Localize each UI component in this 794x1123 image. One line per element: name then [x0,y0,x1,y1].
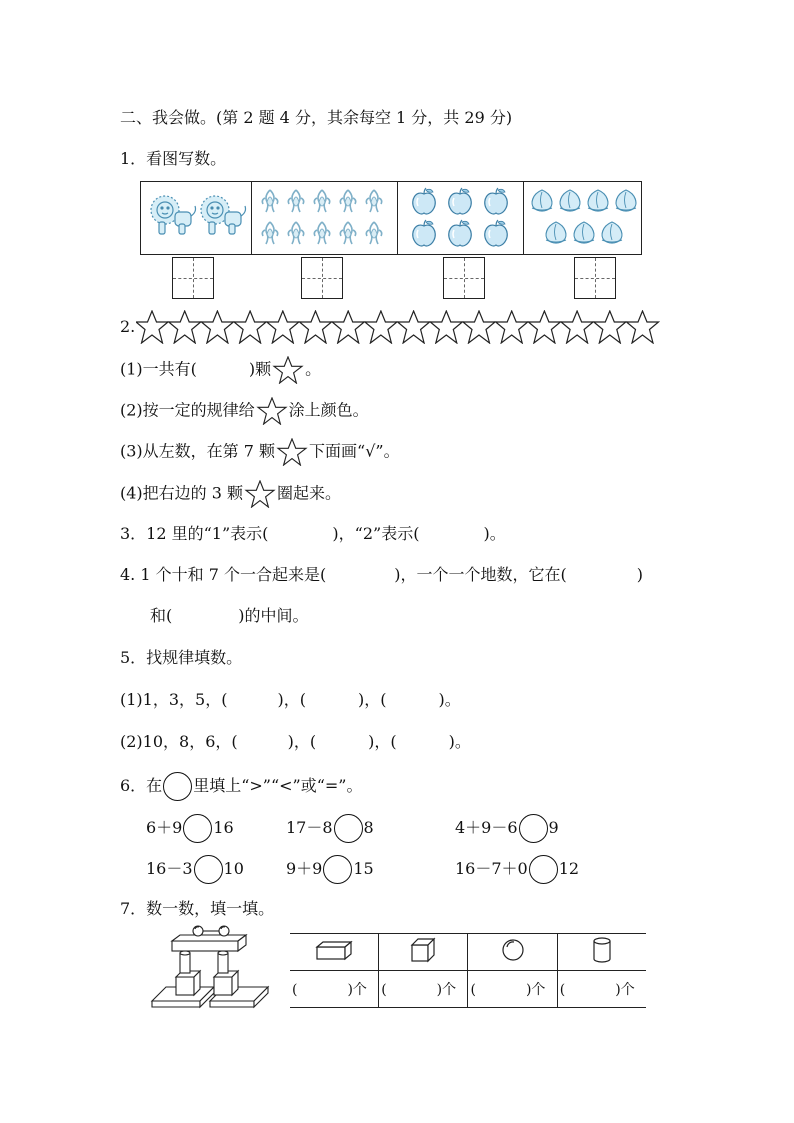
star-icon [244,480,276,508]
q4-text-b: )，一个一个地数，它在( [394,565,567,584]
q2-sub4-text-b: 圈起来。 [277,483,342,503]
q6-item-3-right: 9 [548,818,559,837]
q5-title: 5．找规律填数。 [120,648,243,667]
count-cell-sphere[interactable] [468,971,557,1008]
answer-box-cabbages[interactable] [301,257,343,299]
q6-item-5-left: 9＋9 [286,859,323,878]
count-close: )个 [436,982,457,998]
cabbage-icon [252,182,397,254]
q2-sub2-text-b: 涂上颜色。 [288,400,369,420]
answer-box-apples[interactable] [443,257,485,299]
peach-icon [524,182,642,254]
star-icon [272,356,304,384]
shape-header-cylinder [557,934,646,971]
cube-icon [408,936,438,964]
q4-text-e: )的中间。 [238,606,309,625]
q5-sub2-prefix: (2)10，8，6，( [120,732,238,751]
circle-icon [163,772,192,801]
q6-item-5 [286,855,374,877]
q6-title-text-b: 里填上“>”“<”或“=”。 [193,776,363,795]
q6-item-2-right: 8 [363,818,374,837]
picture-cell-apples [398,182,524,254]
count-open: ( [559,982,566,998]
q6-item-5-right: 15 [353,859,374,878]
answer-box-lions[interactable] [172,257,214,299]
q5-sub1-prefix: (1)1，3，5，( [120,690,228,709]
q6-title-text-a: 6．在 [120,776,163,795]
q5-sub1-sep-1: )，( [277,690,306,709]
q5-sub2-end: )。 [448,732,471,751]
q6-item-6 [455,855,579,877]
q5-sub1-sep-2: )，( [357,690,387,709]
star-icon [256,397,288,425]
count-open: ( [381,982,387,998]
picture-cell-lions [141,182,252,254]
q5-sub2-sep-2: )，( [368,732,397,751]
shape-header-sphere [468,934,557,971]
section-header: 二、我会做。(第 2 题 4 分，其余每空 1 分，共 29 分) [120,108,513,127]
q6-item-6-answer-circle[interactable] [529,855,558,884]
count-cell-cube[interactable] [379,971,468,1008]
q2-sub2-text-a: (2)按一定的规律给 [120,400,255,420]
q6-item-2-left: 17－8 [286,818,333,837]
q6-item-1 [146,814,234,836]
sphere-icon [500,937,526,963]
q2-sub1-text-b: )颗 [248,359,272,379]
q6-item-3 [455,814,559,836]
q6-item-4-right: 10 [223,859,244,878]
star-6[interactable] [300,311,332,343]
q2-sub1-text-c: 。 [305,359,322,379]
cylinder-icon [590,935,614,965]
q4-text-c: ) [636,565,643,584]
star-14[interactable] [561,311,593,343]
lion-icon [141,182,251,254]
star-10[interactable] [430,311,462,343]
q7-title: 7．数一数，填一填。 [120,899,275,918]
star-16[interactable] [627,311,659,343]
star-15[interactable] [594,311,626,343]
q2-sub4 [120,480,341,502]
q5-sub1 [120,689,461,711]
q3 [120,523,506,545]
q3-text-b: )，“2”表示( [332,524,420,543]
star-9[interactable] [398,311,430,343]
count-open: ( [292,982,298,998]
q5-sub1-end: )。 [438,690,461,709]
shape-header-cuboid [290,934,379,971]
q6-item-3-answer-circle[interactable] [519,814,548,843]
count-cell-cylinder[interactable] [557,971,646,1008]
q5-sub2-sep-1: )，( [287,732,317,751]
shape-header-cube [379,934,468,971]
q4-line1 [120,564,643,586]
q2-number: 2. [120,317,136,336]
count-open: ( [470,982,476,998]
q6-item-6-left: 16－7＋0 [455,859,528,878]
q2-sub3-text-b: 下面画“√”。 [309,441,400,461]
star-2[interactable] [169,311,201,343]
q6-title [120,772,363,794]
star-1[interactable] [136,311,168,343]
count-cell-cuboid[interactable] [290,971,379,1008]
star-icon [276,438,308,466]
q3-text-a: 3．12 里的“1”表示( [120,524,269,543]
q1-title: 1．看图写数。 [120,149,227,168]
q6-item-6-right: 12 [558,859,580,878]
count-close: )个 [615,982,635,998]
apple-icon [398,182,523,254]
block-robot-figure [148,925,272,1011]
q2-sub4-text-a: (4)把右边的 3 颗 [120,483,244,503]
count-close: )个 [347,982,367,998]
star-7[interactable] [332,311,364,343]
shape-count-table [290,933,646,1008]
q6-item-4-left: 16－3 [146,859,193,878]
star-5[interactable] [267,311,299,343]
q2-sub2 [120,397,369,419]
q6-item-4 [146,855,244,877]
star-row [136,310,660,344]
q4-text-a: 4. 1 个十和 7 个一合起来是( [120,565,327,584]
q2-sub1-text-a: (1)一共有( [120,359,197,379]
picture-strip [140,181,642,255]
q6-item-3-left: 4＋9－6 [455,818,518,837]
star-8[interactable] [365,311,397,343]
star-11[interactable] [463,311,495,343]
q2-sub3 [120,438,400,460]
answer-box-peaches[interactable] [574,257,616,299]
picture-cell-peaches [524,182,642,254]
q6-item-1-left: 6＋9 [146,818,183,837]
q3-text-c: )。 [483,524,506,543]
q6-item-1-right: 16 [213,818,234,837]
star-4[interactable] [234,311,266,343]
q6-item-4-answer-circle[interactable] [194,855,223,884]
q6-item-1-answer-circle[interactable] [183,814,212,843]
q6-item-2 [286,814,374,836]
q4-text-d: 和( [150,606,173,625]
star-3[interactable] [201,311,233,343]
q4-line2 [150,605,309,627]
star-13[interactable] [528,311,560,343]
q2-sub1 [120,356,321,378]
cuboid-icon [314,938,354,962]
q5-sub2 [120,731,471,753]
picture-cell-cabbages [252,182,398,254]
star-12[interactable] [496,311,528,343]
count-close: )个 [525,982,546,998]
q6-item-2-answer-circle[interactable] [334,814,363,843]
q2-sub3-text-a: (3)从左数，在第 7 颗 [120,441,276,461]
q6-item-5-answer-circle[interactable] [323,855,352,884]
